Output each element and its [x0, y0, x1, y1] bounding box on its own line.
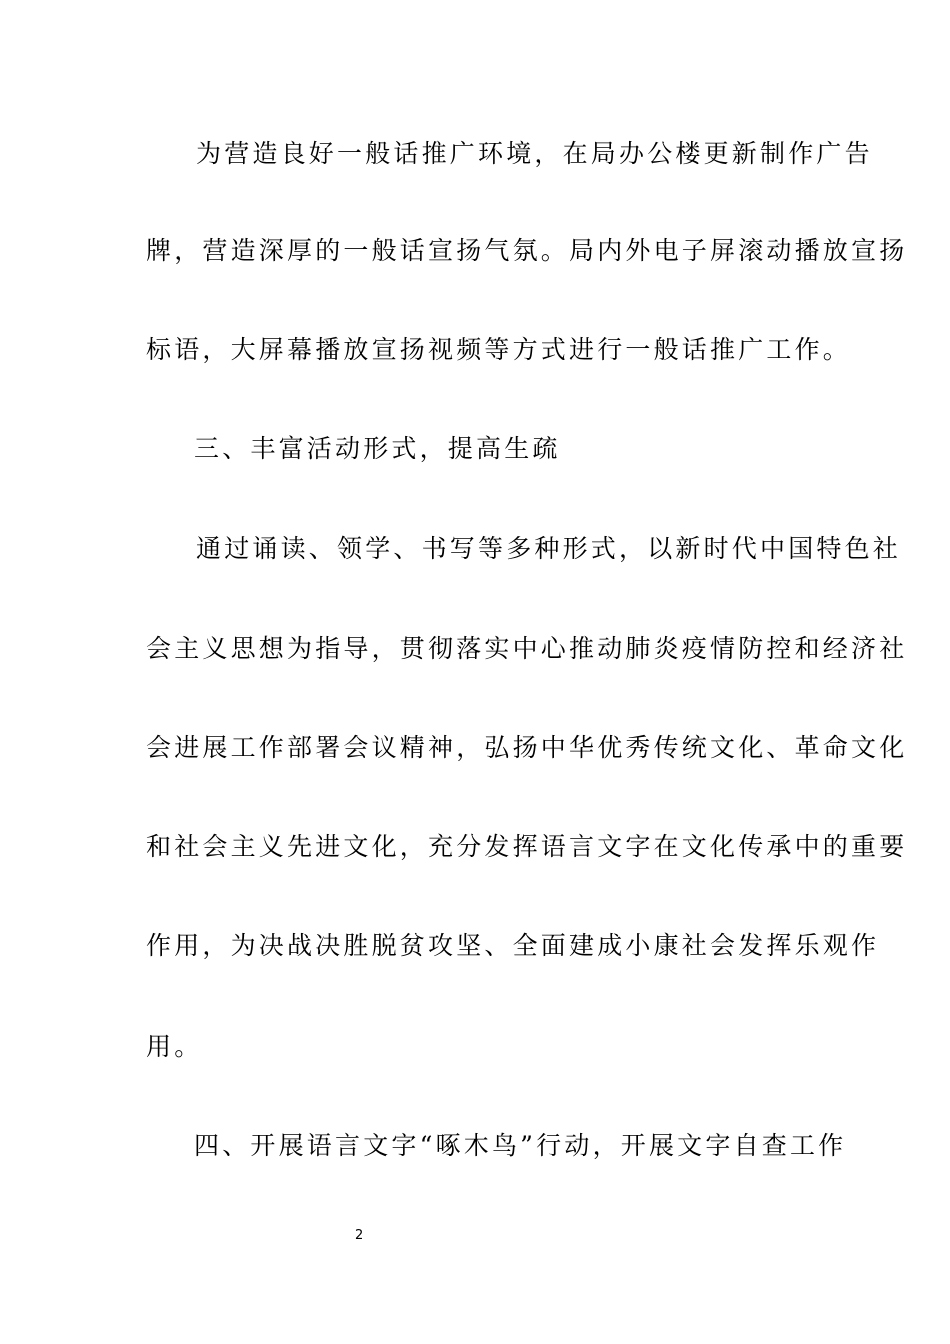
paragraph-2-line-3: 会进展工作部署会议精神，弘扬中华优秀传统文化、革命文化 — [146, 733, 908, 762]
paragraph-2-line-4: 和社会主义先进文化，充分发挥语言文字在文化传承中的重要 — [146, 832, 908, 861]
paragraph-1-line-3: 标语，大屏幕播放宣扬视频等方式进行一般话推广工作。 — [146, 335, 852, 364]
paragraph-2-line-2: 会主义思想为指导，贯彻落实中心推动肺炎疫情防控和经济社 — [146, 634, 908, 663]
paragraph-2-line-1: 通过诵读、领学、书写等多种形式，以新时代中国特色社 — [196, 534, 902, 563]
section-heading-4: 四、开展语言文字“啄木鸟”行动，开展文字自查工作 — [194, 1131, 847, 1160]
page-number: 2 — [355, 1228, 364, 1243]
paragraph-1-line-1: 为营造良好一般话推广环境，在局办公楼更新制作广告 — [196, 139, 873, 168]
section-heading-3: 三、丰富活动形式，提高生疏 — [194, 434, 561, 463]
paragraph-2-line-6: 用。 — [146, 1032, 203, 1061]
paragraph-2-line-5: 作用，为决战决胜脱贫攻坚、全面建成小康社会发挥乐观作 — [146, 931, 880, 960]
paragraph-1-line-2: 牌，营造深厚的一般话宣扬气氛。局内外电子屏滚动播放宣扬 — [146, 236, 908, 265]
